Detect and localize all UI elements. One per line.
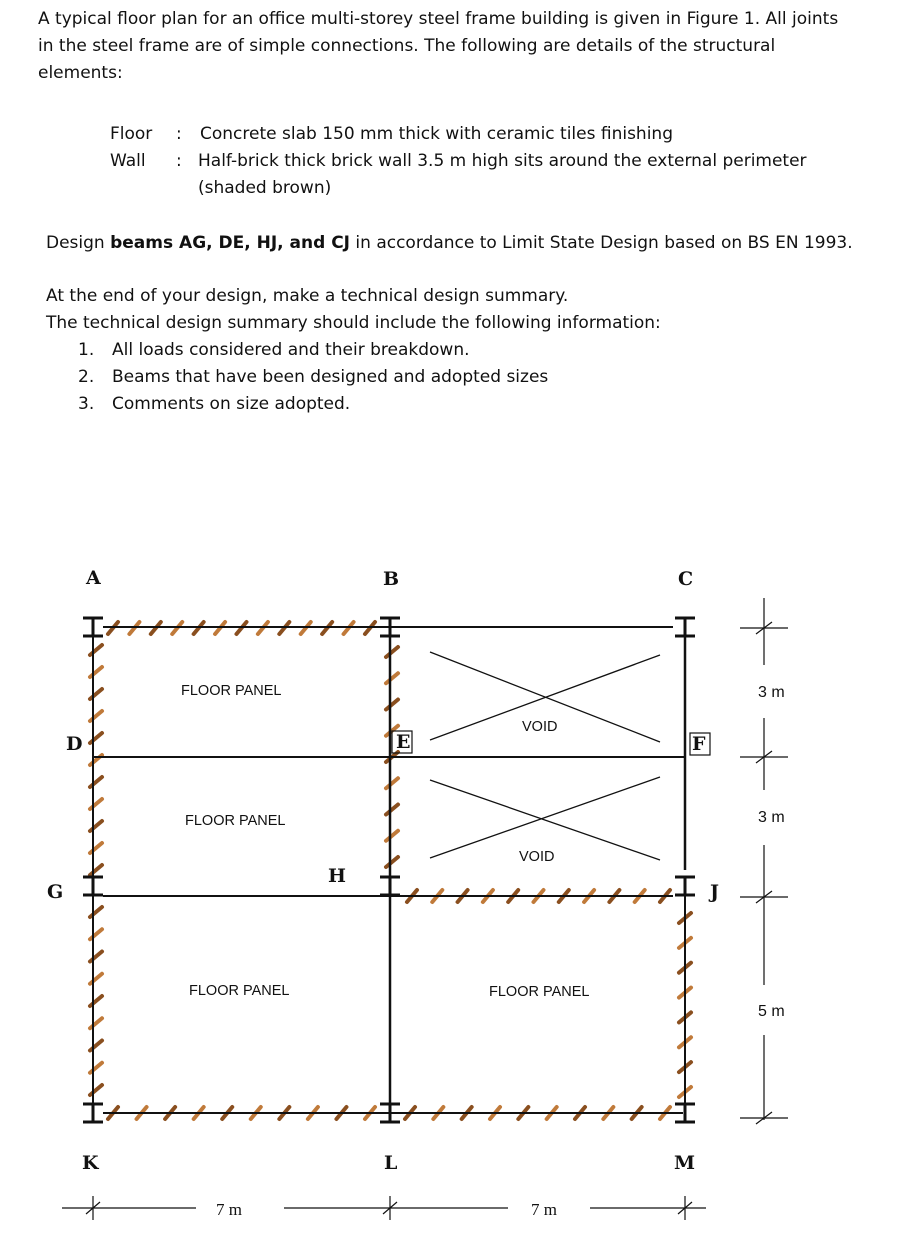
column-j: [675, 877, 695, 895]
node-labels: [47, 567, 719, 1174]
brick-hatch: [90, 843, 102, 853]
brick-hatch: [90, 996, 102, 1006]
brick-hatch: [90, 711, 102, 721]
node-label-b: B: [383, 568, 400, 590]
wall-separator: :: [176, 151, 182, 171]
brick-hatch: [90, 1041, 102, 1051]
column-a: [83, 618, 103, 636]
summary-line-1: At the end of your design, make a technical design summary.: [46, 286, 569, 306]
node-label-h: H: [328, 865, 346, 887]
brick-hatch: [386, 700, 398, 710]
column-g: [83, 877, 103, 895]
brick-hatch: [90, 865, 102, 875]
floor-panel-label: FLOOR PANEL: [181, 683, 282, 699]
node-label-c: C: [678, 568, 694, 590]
design-suffix: in accordance to Limit State Design based on BS EN 1993.: [350, 233, 853, 253]
brick-hatch: [90, 1063, 102, 1073]
node-label-j: J: [710, 881, 719, 903]
floor-panel-label: FLOOR PANEL: [489, 984, 590, 1000]
list-item: 2. Beams that have been designed and adopted sizes: [78, 367, 549, 387]
node-label-l: L: [384, 1152, 398, 1174]
brick-hatch: [90, 799, 102, 809]
dimension-label-ad: 3 m: [758, 684, 785, 701]
brick-hatch: [90, 1018, 102, 1028]
vertical-dimension-labels: [758, 684, 785, 1020]
brick-hatch: [90, 645, 102, 655]
brick-hatch: [90, 821, 102, 831]
void-cross: [430, 780, 660, 860]
intro-line-3: elements:: [38, 63, 123, 83]
design-beams: beams AG, DE, HJ, and CJ: [110, 233, 351, 253]
brick-hatch: [90, 777, 102, 787]
brick-hatch: [386, 857, 398, 867]
brick-hatch: [386, 778, 398, 788]
void-cross: [430, 777, 660, 858]
floor-panel-label: FLOOR PANEL: [185, 813, 286, 829]
column-c: [675, 618, 695, 636]
brick-hatch: [386, 831, 398, 841]
brick-hatch: [90, 733, 102, 743]
floor-panel-label: FLOOR PANEL: [189, 983, 290, 999]
brick-hatch: [90, 929, 102, 939]
design-prefix: Design: [46, 233, 111, 253]
node-label-f: F: [692, 733, 706, 755]
brick-hatch: [90, 952, 102, 962]
node-label-k: K: [82, 1152, 99, 1174]
dimension-label-bc: 7 m: [531, 1200, 557, 1219]
node-label-e: E: [396, 731, 411, 753]
intro-line-1: A typical floor plan for an office multi-storey steel frame building is given in Figure 1. All joints: [38, 9, 839, 29]
vertical-dimension: [740, 598, 788, 1124]
dimension-label-dg: 3 m: [758, 809, 785, 826]
horizontal-dimension-labels: [216, 1200, 557, 1219]
column-h: [380, 877, 400, 895]
horizontal-dimension: [62, 1196, 706, 1220]
wall-description: Half-brick thick brick wall 3.5 m high sits around the external perimeter: [198, 151, 807, 171]
brick-hatch: [386, 673, 398, 683]
brick-hatch: [90, 907, 102, 917]
brick-hatch: [90, 974, 102, 984]
wall-description-continued: (shaded brown): [198, 178, 332, 198]
node-label-d: D: [66, 733, 83, 755]
list-item: 3. Comments on size adopted.: [78, 394, 351, 414]
list-item: 1. All loads considered and their breakdown.: [78, 340, 470, 360]
brick-hatch: [90, 667, 102, 677]
node-label-m: M: [674, 1152, 696, 1174]
floor-separator: :: [176, 124, 182, 144]
brick-hatch: [90, 1085, 102, 1095]
brick-hatch: [90, 689, 102, 699]
intro-line-2: in the steel frame are of simple connections. The following are details of the structural: [38, 36, 776, 56]
dimension-label-ab: 7 m: [216, 1200, 242, 1219]
dimension-label-gk: 5 m: [758, 1003, 785, 1020]
beam-lines: [93, 627, 685, 1113]
summary-line-2: The technical design summary should include the following information:: [46, 313, 661, 333]
column-k: [83, 1104, 103, 1122]
floor-description: Concrete slab 150 mm thick with ceramic tiles finishing: [200, 124, 673, 144]
brick-hatch: [386, 647, 398, 657]
void-label: VOID: [519, 849, 555, 865]
wall-label: Wall: [110, 151, 146, 171]
void-label: VOID: [522, 719, 558, 735]
node-label-g: G: [47, 881, 64, 903]
floor-label: Floor: [110, 124, 153, 144]
node-label-a: A: [86, 567, 101, 589]
brick-hatch: [386, 805, 398, 815]
